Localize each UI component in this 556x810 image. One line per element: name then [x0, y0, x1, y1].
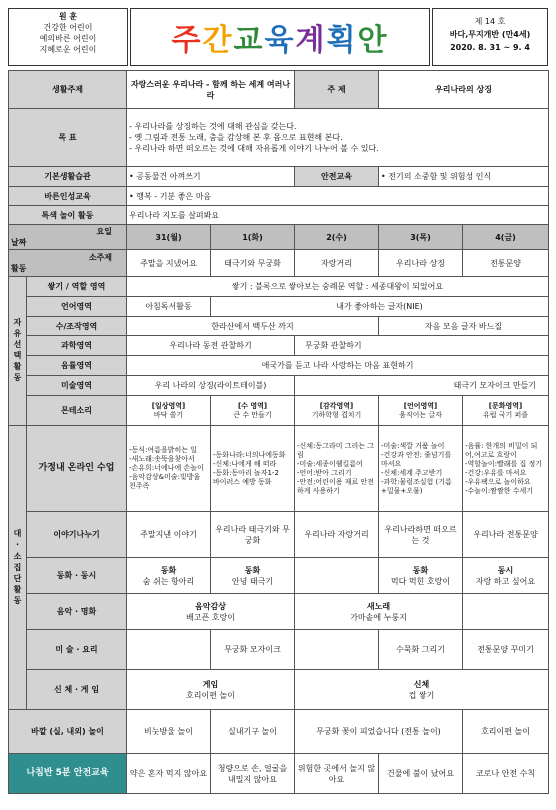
home-item: -건강:우유를 마셔요	[465, 468, 527, 477]
art-a: 우리 나라의 상징(라이트테이블)	[127, 376, 295, 396]
body-a	[127, 670, 295, 710]
title-box	[130, 8, 430, 66]
montessori-activity: 유럽 국기 퍼즐	[483, 410, 529, 419]
montessori-cell	[379, 396, 463, 426]
title-char: 주	[171, 23, 203, 58]
story-cell	[379, 558, 463, 594]
montessori-area: [문화영역]	[488, 401, 523, 410]
subtheme: 태극기와 무궁화	[211, 250, 295, 277]
subtheme: 우리나라 상징	[379, 250, 463, 277]
home-cell	[127, 426, 211, 512]
montessori-cell	[127, 396, 211, 426]
montessori-activity: 큰 수 만들기	[233, 410, 272, 419]
home-item: -언어:받아 그리기	[297, 468, 352, 477]
artcook	[295, 630, 379, 670]
montessori-cell	[295, 396, 379, 426]
outdoor: 비눗방울 놀이	[127, 710, 211, 754]
motto-line: 지혜로운 어린이	[39, 45, 97, 54]
talk: 우리나라 자랑거리	[295, 512, 379, 558]
home-cell	[211, 426, 295, 512]
story-title: 숨 쉬는 항아리	[142, 576, 195, 586]
home-item: -새노래:솟뚝을찾아서	[129, 455, 195, 463]
story-cell	[295, 558, 379, 594]
montessori-area: [언어영역]	[403, 401, 438, 410]
story-cell	[211, 558, 295, 594]
motto-line: 예의바른 어린이	[39, 34, 97, 43]
title-char: 육	[264, 23, 296, 58]
day-wed: 2(수)	[295, 225, 379, 250]
home-item: -동화나라:너의나에동화	[213, 450, 286, 459]
theme-label: 주 제	[295, 71, 379, 109]
story-type: 동시	[497, 565, 514, 575]
montessori-cell	[463, 396, 549, 426]
safety5-label: 나침반 5분 안전교육	[9, 754, 127, 794]
story-type: 동화	[412, 565, 429, 575]
home-item: -수놀이:짬짬한 수세기	[465, 486, 533, 495]
talk: 우리나라 전통문양	[463, 512, 549, 558]
outdoor: 실내기구 놀이	[211, 710, 295, 754]
home-label: 가정내 온라인 수업	[27, 426, 127, 512]
day-date-header	[9, 225, 127, 250]
art-b: 태극기 모자이크 만들기	[295, 376, 549, 396]
montessori-area: [감각영역]	[319, 401, 354, 410]
artcook	[127, 630, 211, 670]
habit: • 공동물건 아껴쓰기	[127, 167, 295, 187]
safety: • 전기의 소중함 및 위험성 인식	[379, 167, 549, 187]
page-title	[172, 15, 389, 59]
outdoor-label: 바깥 (실, 내외) 놀이	[9, 710, 127, 754]
issue-number: 제 14 호	[474, 17, 506, 26]
home-item: -동식:여름을밝히는 일	[129, 446, 197, 454]
title-char: 교	[233, 23, 265, 58]
home-item: -미술:색깔 거품 놀이	[381, 441, 445, 450]
goal-list	[127, 109, 549, 167]
music2-empty	[463, 594, 549, 630]
home-item: -신체:동그라미 그리는 그림	[297, 441, 374, 459]
montessori-area: [일상영역]	[151, 401, 186, 410]
science-label: 과학영역	[27, 336, 127, 356]
home-item: -과학:물렁조실험 (기름+밀물+오물)	[381, 477, 452, 495]
music2-a	[127, 594, 295, 630]
science-b: 무궁화 관찰하기	[295, 336, 549, 356]
home-item: -손유희:너에나에 손놀이	[129, 464, 204, 472]
story-type: 동화	[244, 565, 261, 575]
body-label: 신 체 · 게 임	[27, 670, 127, 710]
goal-item: - 우리나라를 상징하는 것에 대해 관심을 갖는다.	[129, 122, 297, 131]
art-label: 미술영역	[27, 376, 127, 396]
safety5: 약은 혼자 먹지 않아요	[127, 754, 211, 794]
montessori-cell	[211, 396, 295, 426]
story-cell	[463, 558, 549, 594]
story-title: 안녕 태극기	[231, 576, 274, 586]
free-choice-side: 자유선택활동	[9, 277, 27, 426]
goal-label: 목 표	[9, 109, 127, 167]
title-char: 안	[357, 23, 389, 58]
home-item: -미술:세종이웰킬름어	[297, 459, 363, 468]
title-char: 계	[295, 23, 327, 58]
period: 2020. 8. 31 ~ 9. 4	[450, 43, 530, 52]
montessori-area: [수 영역]	[237, 401, 268, 410]
habit-label: 기본생활습관	[9, 167, 127, 187]
goal-item: - 우리나라 하면 떠오르는 것에 대해 자유롭게 이야기 나누어 볼 수 있다.	[129, 144, 379, 153]
info-box	[432, 8, 548, 66]
home-cell	[295, 426, 379, 512]
artcook: 수묵화 그리기	[379, 630, 463, 670]
subtheme: 전통문양	[463, 250, 549, 277]
motto-line: 건강한 어린이	[43, 23, 93, 32]
home-item: 바이러스 예방 동화	[213, 477, 272, 486]
home-item: -우유팩으로 놀이하요	[465, 477, 531, 486]
home-cell	[379, 426, 463, 512]
montessori-label: 몬테소리	[27, 396, 127, 426]
language-label: 언어영역	[27, 297, 127, 317]
montessori-activity: 움직이는 글자	[399, 410, 442, 419]
artcook: 전통문양 꾸미기	[463, 630, 549, 670]
home-item: -신체:나에게 해 떠라	[213, 459, 277, 468]
body-b-title: 신체	[413, 679, 430, 689]
outdoor: 호리이편 놀이	[463, 710, 549, 754]
body-b	[295, 670, 549, 710]
home-item: -동화:동아리 놀자1-2	[213, 468, 279, 477]
language-a: 아침독서활동	[127, 297, 211, 317]
subtheme: 주말을 지냈어요	[127, 250, 211, 277]
special: 우리나라 지도를 살펴봐요	[127, 206, 549, 225]
safety5: 위험한 곳에서 놀지 않아요	[295, 754, 379, 794]
music2-a-title: 음악감상	[195, 601, 226, 611]
music-label: 음률영역	[27, 356, 127, 376]
music2-label: 음악 · 명화	[27, 594, 127, 630]
artcook-label: 미 술 · 요리	[27, 630, 127, 670]
talk: 우리나라하면 떠오르는 것	[379, 512, 463, 558]
montessori-activity: 바닥 쓸기	[153, 410, 184, 419]
plan-table	[8, 70, 549, 794]
theme: 우리나라의 상징	[379, 71, 549, 109]
life-theme: 자랑스러운 우리나라 - 함께 하는 세계 여러나라	[127, 71, 295, 109]
day-fri: 4(금)	[463, 225, 549, 250]
date-label: 날짜	[11, 238, 27, 247]
outdoor: 무궁화 꽃이 피었습니다 (전통 놀이)	[295, 710, 463, 754]
body-b-text: 컵 쌓기	[408, 690, 435, 700]
day-mon: 31(월)	[127, 225, 211, 250]
title-char: 간	[202, 23, 234, 58]
character: • 행복 - 기분 좋은 마음	[127, 187, 549, 206]
talk-label: 이야기나누기	[27, 512, 127, 558]
math-label: 수/조작영역	[27, 317, 127, 336]
day-tue: 1(화)	[211, 225, 295, 250]
day-label: 요일	[96, 227, 113, 236]
music2-b	[295, 594, 463, 630]
math-b: 자음 모음 글자 바느질	[379, 317, 549, 336]
goal-item: - 옛 그림과 전통 노래, 춤을 감상해 본 후 몸으로 표현해 본다.	[129, 133, 343, 142]
home-item: -역할놀이:빨래를 집 정기	[465, 459, 542, 468]
story-label: 동화 · 동시	[27, 558, 127, 594]
character-label: 바른인성교육	[9, 187, 127, 206]
home-item: -신체:세계 주고받기	[381, 468, 443, 477]
activity-label: 활동	[11, 264, 27, 273]
home-item: -건강과 안전: 줄넘기를 마셔요	[381, 450, 452, 468]
math-a: 한라산에서 백두산 까지	[127, 317, 379, 336]
talk: 주말지낸 이야기	[127, 512, 211, 558]
safety5: 코로나 안전 수칙	[463, 754, 549, 794]
block-label: 쌓기 / 역할 영역	[27, 277, 127, 297]
home-cell	[463, 426, 549, 512]
class-name: 바다,무지개반 (만4세)	[449, 30, 531, 39]
safety-label: 안전교육	[295, 167, 379, 187]
day-thu: 3(목)	[379, 225, 463, 250]
story-title: 먹다 먹힌 호랑이	[390, 576, 451, 586]
special-label: 특색 놀이 활동	[9, 206, 127, 225]
artcook: 무궁화 모자이크	[211, 630, 295, 670]
body-a-title: 게임	[202, 679, 219, 689]
science-a: 우리나라 동전 관찰하기	[127, 336, 295, 356]
home-item: -음악감상&미술:빛방울 천주족	[129, 473, 201, 490]
motto-box	[8, 8, 128, 66]
life-theme-label: 생활주제	[9, 71, 127, 109]
montessori-activity: 기하학형 겹치기	[311, 410, 362, 419]
safety5: 건물에 불이 났어요	[379, 754, 463, 794]
motto-title: 원 훈	[58, 12, 78, 21]
music2-b-text: 가마솥에 누룽지	[350, 612, 407, 622]
talk: 우리나라 태극기와 무궁화	[211, 512, 295, 558]
body-a-text: 호리이편 놀이	[186, 690, 235, 700]
block-text: 쌓기 : 블록으로 쌓아보는 숭례문 역할 : 세종대왕이 되었어요	[127, 277, 549, 297]
subtheme: 자랑거리	[295, 250, 379, 277]
title-char: 획	[326, 23, 358, 58]
language-b: 내가 좋아하는 글자(NIE)	[211, 297, 549, 317]
home-item: -안전:어린이용 재료 안전하게 사용하기	[297, 477, 374, 495]
story-type: 동화	[160, 565, 177, 575]
music-text: 애국가를 듣고 나라 사랑하는 마음 표현하기	[127, 356, 549, 376]
safety5: 청량으로 손, 얼굴을 내밀지 않아요	[211, 754, 295, 794]
story-cell	[127, 558, 211, 594]
home-item: -음률: 한개의 비밀이 되어,여고로 흐랑이	[465, 441, 538, 459]
subtheme-activity-header	[9, 250, 127, 277]
group-activity-side: 대·소집단활동	[9, 426, 27, 710]
music2-a-text: 배고픈 호랑이	[186, 612, 235, 622]
story-title: 자랑 하고 싶어요	[475, 576, 536, 586]
music2-b-title: 새노래	[366, 601, 391, 611]
subtheme-label: 소주제	[88, 253, 113, 262]
